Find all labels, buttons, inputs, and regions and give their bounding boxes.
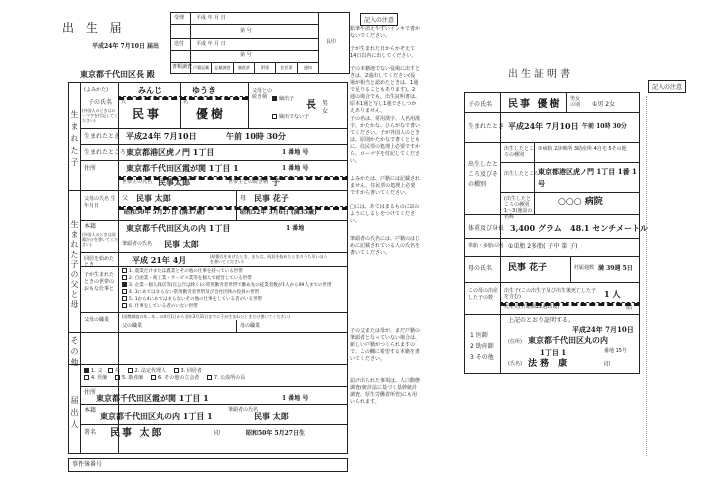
informant-role[interactable]: 7. 公設所の長 [207, 375, 245, 381]
birth-place: 東京都港区虎ノ門 1丁目 [126, 147, 215, 157]
birth-time-label: 生まれたとき [84, 133, 121, 140]
work-option[interactable]: 4. 3にあてはまらない常用勤労者世帯及び会社団体の役員の世帯 [122, 289, 346, 296]
cert-role: 2 助産師 [470, 343, 494, 350]
reception-col: 附票 [254, 62, 275, 74]
cert-roles [470, 330, 500, 363]
note-item: 届け出られた事項は、人口動態調査(統計法に基づく基幹統計調査、厚生労働省所管)にも用いられます。 [350, 378, 421, 405]
informant-role[interactable]: 4. 医師 [84, 375, 107, 381]
informant-role[interactable]: 2. 法定代理人 [128, 368, 166, 374]
furigana-label: (よみかた) [84, 87, 108, 93]
cert-facility-name: ○○○ 病院 [558, 197, 603, 207]
reception-sent-no: 第 号 [240, 52, 252, 58]
father-name: 民事 太郎 [136, 193, 171, 203]
relation-sex: 男 女 [322, 100, 329, 115]
mother-occupation: 母の職業 [240, 323, 261, 329]
household-relation-label: 世帯主との続き柄 [228, 179, 269, 185]
reception-check-label: 書類調査 [172, 64, 193, 70]
case-number-label: 事件簿番号 [72, 461, 103, 468]
mother-name: 民事 花子 [254, 193, 289, 203]
informant-address: 東京都千代田区霞が関 1丁目 1 [96, 393, 209, 403]
cert-addr-number: 番地 15号 [604, 348, 627, 354]
birth-time: 午前 10時 30分 [226, 131, 286, 141]
form-title: 出 生 届 [62, 21, 126, 35]
reception-col: 調査票 [233, 62, 254, 74]
mother-birth: 昭和52年 3月6日 (満35歳) [240, 209, 317, 216]
cert-place-addr-label: 出生したところ [504, 171, 540, 177]
informant-birth-date: 昭和50年 5月27日生 [246, 430, 305, 437]
cert-place-kind-label: 出生したところの種別 [504, 146, 535, 158]
cert-weight-label: 体重及び身長 [468, 225, 505, 232]
cert-addr-value2: 1丁目 1 [540, 348, 567, 357]
mother-label: 母 [240, 195, 247, 202]
informant-role[interactable]: 1. 父 [84, 368, 102, 374]
cert-children-dead-value: 胎 [626, 304, 633, 311]
birth-place-label: 生まれたところ [84, 149, 127, 156]
informant-role[interactable]: 5. 助産師 [115, 375, 143, 381]
informant-honseki-label: 本籍 [84, 407, 97, 414]
child-name-label: 子の氏名 [88, 99, 113, 106]
cert-child-name: 民事 優樹 [508, 99, 562, 110]
informant-role[interactable]: 母 [108, 368, 120, 374]
cohabit-label: 同居を始めたとき [84, 256, 115, 268]
cert-mother-label: 母の氏名 [468, 265, 493, 272]
cert-children-live-value: 1 人 [604, 289, 621, 299]
signature-seal: 印 [214, 430, 221, 437]
relation-checkbox[interactable] [272, 114, 277, 119]
informant-role[interactable]: 3. 同居者 [174, 368, 202, 374]
section-informant: 届出人 [70, 396, 79, 432]
case-number-box [68, 458, 348, 472]
reception-received-no: 第 号 [240, 28, 252, 34]
household-relation: 子 [272, 177, 280, 187]
cohabit-value: 平成 21年 4月 [132, 255, 187, 265]
reception-received-label: 受理 [174, 15, 185, 21]
reception-col: 戸籍記載 [190, 62, 211, 74]
notes-header: 記入の注意 [360, 13, 398, 26]
cert-certifier-name: 法務 康 [528, 359, 571, 369]
cert-seal: 印 [604, 361, 611, 368]
relation-checkbox[interactable] [272, 96, 277, 101]
cert-notes-badge: 記入の注意 [648, 80, 686, 93]
note-item: 筆頭者の氏名には、戸籍のはじめに記載されている人の氏名を書いてください。 [350, 236, 421, 256]
occupation-label: 父母の職業 [84, 317, 110, 323]
relation-order: 長 [306, 100, 316, 111]
cert-birth-label: 生まれたとき [468, 123, 505, 130]
cert-sex-label: 男女の別 [570, 96, 581, 108]
cert-weeks-value: 満 39週 5日 [598, 265, 633, 272]
cert-role: 3 その他 [470, 354, 494, 361]
surname-label: 氏 [121, 99, 127, 105]
informant-hittousha-label: 筆頭者の氏名 [228, 407, 259, 413]
work-option[interactable]: 3. 企業・個人商店等(官公庁は除く)の常用勤労者世帯で勤め先の従業者数が1人から99人までの世帯 [122, 282, 346, 289]
informant-address-number: 1 番地 号 [282, 395, 309, 402]
cert-name2-label: (氏名) [508, 361, 522, 367]
informant-role[interactable]: 6. その他の立会者 [151, 375, 199, 381]
cert-weeks-label: 妊娠週数 [574, 265, 595, 271]
note-item: □には、あてはまるものに☑のようにしるしをつけてください。 [350, 204, 420, 224]
address-number: 1 番地 号 [282, 165, 309, 172]
cert-role: 1 医師 [470, 332, 488, 339]
cert-height: 48.1 センチメートル [570, 223, 648, 233]
cert-addr-value: 東京都千代田区丸の内 [528, 335, 608, 345]
work-option[interactable]: 6. 仕事をしている者のいない世帯 [122, 303, 346, 310]
reception-col: 通知 [297, 62, 318, 74]
relation-illegitimate: 嫡出でない子 [272, 114, 309, 120]
filing-date: 平成24年 7月10日 届出 [92, 43, 160, 50]
section-parents: 生まれた子の父と母 [70, 220, 79, 310]
household-head: 民事太郎 [158, 177, 190, 187]
relation-legitimate: 嫡出子 [272, 96, 294, 102]
section-other: その他 [70, 336, 79, 369]
honseki-number: 1 番地 [286, 225, 305, 232]
child-surname: 民事 [132, 107, 163, 121]
reception-sent-label: 送付 [174, 41, 185, 47]
hittousha-label: 筆頭者の氏名 [122, 241, 153, 247]
informant-address-label: 住所 [84, 389, 97, 396]
cert-weight: 3,400 グラム [510, 223, 562, 233]
cert-multi-value: ①単胎 2多胎( 子中 第 子) [508, 243, 578, 250]
note-item: 子が生まれた日からかぞえて14日以内に出してください。 [350, 46, 417, 59]
registry-office: 東京都千代田区長 殿 [80, 69, 155, 79]
child-name-note: (外国人のときはローマ字を付記してください) [82, 108, 118, 123]
informant-roles [84, 368, 344, 382]
informant-hittousha: 民事 太郎 [254, 411, 289, 421]
child-given-name: 優樹 [196, 107, 227, 121]
note-item: 鉛筆や消えやすいインキで書かないでください。 [350, 26, 421, 39]
note-item: よみかたは、戸籍には記載されません。住民票の処理上必要ですから書いてください。 [350, 176, 421, 196]
cert-title: 出生証明書 [508, 69, 573, 80]
cert-place-addr: 東京都港区虎ノ門 1丁目 1番 1号 [538, 167, 637, 188]
cert-sex-value: ①男 2女 [592, 101, 616, 108]
cert-place-kinds: ①病院 2診療所 3助産所 4自宅 5その他 [538, 146, 627, 152]
cert-mother-name: 民事 花子 [508, 263, 548, 273]
honseki-note: (外国人のときは国籍だけを書いてください) [82, 232, 118, 247]
occupation-note: (国勢調査の年…年…の4月1日から翌年3月31日までに子が生まれたときだけ書いてください) [122, 314, 290, 319]
cert-multi-label: 単胎・多胎の別 [468, 243, 504, 249]
work-options [122, 268, 346, 310]
cert-name-label: 子の氏名 [468, 101, 493, 108]
cert-birth-date: 平成24年 7月10日 [508, 121, 579, 131]
work-option[interactable]: 5. 1から4にあてはまらないその他の仕事をしている者のいる世帯 [122, 296, 346, 303]
work-option[interactable]: 2. 自由業・商工業・サービス業等を個人で経営している世帯 [122, 275, 346, 282]
honseki-value: 東京都千代田区丸の内 1丁目 [126, 223, 231, 233]
cert-addr-label: (住所) [508, 339, 522, 345]
honseki-label: 本籍 [84, 223, 97, 230]
father-label: 父 [122, 195, 129, 202]
father-occupation: 父の職業 [122, 323, 143, 329]
parents-name-label: 父母の氏名 生年月日 [84, 196, 116, 209]
note-item: 子の父または母が、まだ戸籍の筆頭者となっていない場合は、新しい戸籍がつくられますので、この欄に希望する本籍を書いてください。 [350, 328, 421, 362]
cohabit-note: (結婚式をあげたとき、または、同居を始めたときのうち早いほうを書いてください) [210, 254, 328, 264]
signature-label: 署名 [84, 429, 97, 436]
work-option[interactable]: 1. 農業だけまたは農業とその他の仕事を持っている世帯 [122, 268, 346, 275]
informant-honseki: 東京都千代田区丸の内 1丁目 1 [100, 411, 213, 421]
furigana-given: ゆうき [192, 85, 216, 95]
work-label: 子が生まれたときの世帯のおもな仕事と [84, 272, 115, 292]
cert-birth-time: 午前 10時 30分 [582, 123, 627, 130]
signature-value: 民事 太郎 [110, 428, 164, 439]
reception-col: 住民票 [275, 62, 296, 74]
address-value: 東京都千代田区霞が関 1丁目 1 [126, 163, 239, 173]
reception-chief-seal: 長印 [326, 39, 337, 45]
cert-notes-area [646, 96, 712, 456]
cert-children-label: この母の出産した子の数 [468, 288, 499, 301]
hittousha-value: 民事 太郎 [164, 239, 199, 249]
household-head-label: 世帯主の氏名 [122, 179, 153, 185]
reception-col: 記載調査 [211, 62, 232, 74]
furigana-surname: みんじ [138, 85, 162, 95]
relation-label: 父母との続き柄 [252, 88, 273, 100]
birth-place-number: 1 番地 号 [282, 149, 309, 156]
given-label: 名 [183, 99, 189, 105]
note-item: 子の名は、常用漢字、人名用漢字、かたかな、ひらがなで書いてください。子が外国人のときは、原則かたかなで書くとともに、住民票の処理上必要ですから、ローマ字を付記してください。 [350, 116, 421, 164]
cert-facility-label: (出生したところの種別1〜3)施設の名称 [504, 196, 533, 220]
section-child: 生まれた子 [70, 110, 79, 170]
father-birth: 昭和50年 5月27日 (満37歳) [124, 209, 206, 216]
cert-date: 平成24年 7月10日 [572, 325, 634, 334]
address-label: 住所 [84, 165, 97, 172]
reception-received-date: 平成 年 月 日 [196, 15, 226, 21]
cert-statement: 上記のとおり証明する。 [508, 317, 575, 324]
reception-sent-date: 平成 年 月 日 [196, 41, 226, 47]
note-item: 子の本籍地でない役場に出すときは、2通出してください(役場が相当と認めたときは、1通で足りることもあります)。2通の場合でも、出生証明書は、原本1通と写し1通でさしつかえありません。 [350, 66, 421, 114]
cert-place-label: 出生したところ及びその種別 [468, 161, 499, 188]
reception-columns [190, 62, 318, 74]
birth-date: 平成24年 7月10日 [126, 131, 197, 141]
cert-children-live: 出生子(この出生子及び出生後死亡した子を含む) [504, 288, 596, 300]
cert-children-dead: 死産児(妊娠満22週以後) [504, 304, 560, 310]
